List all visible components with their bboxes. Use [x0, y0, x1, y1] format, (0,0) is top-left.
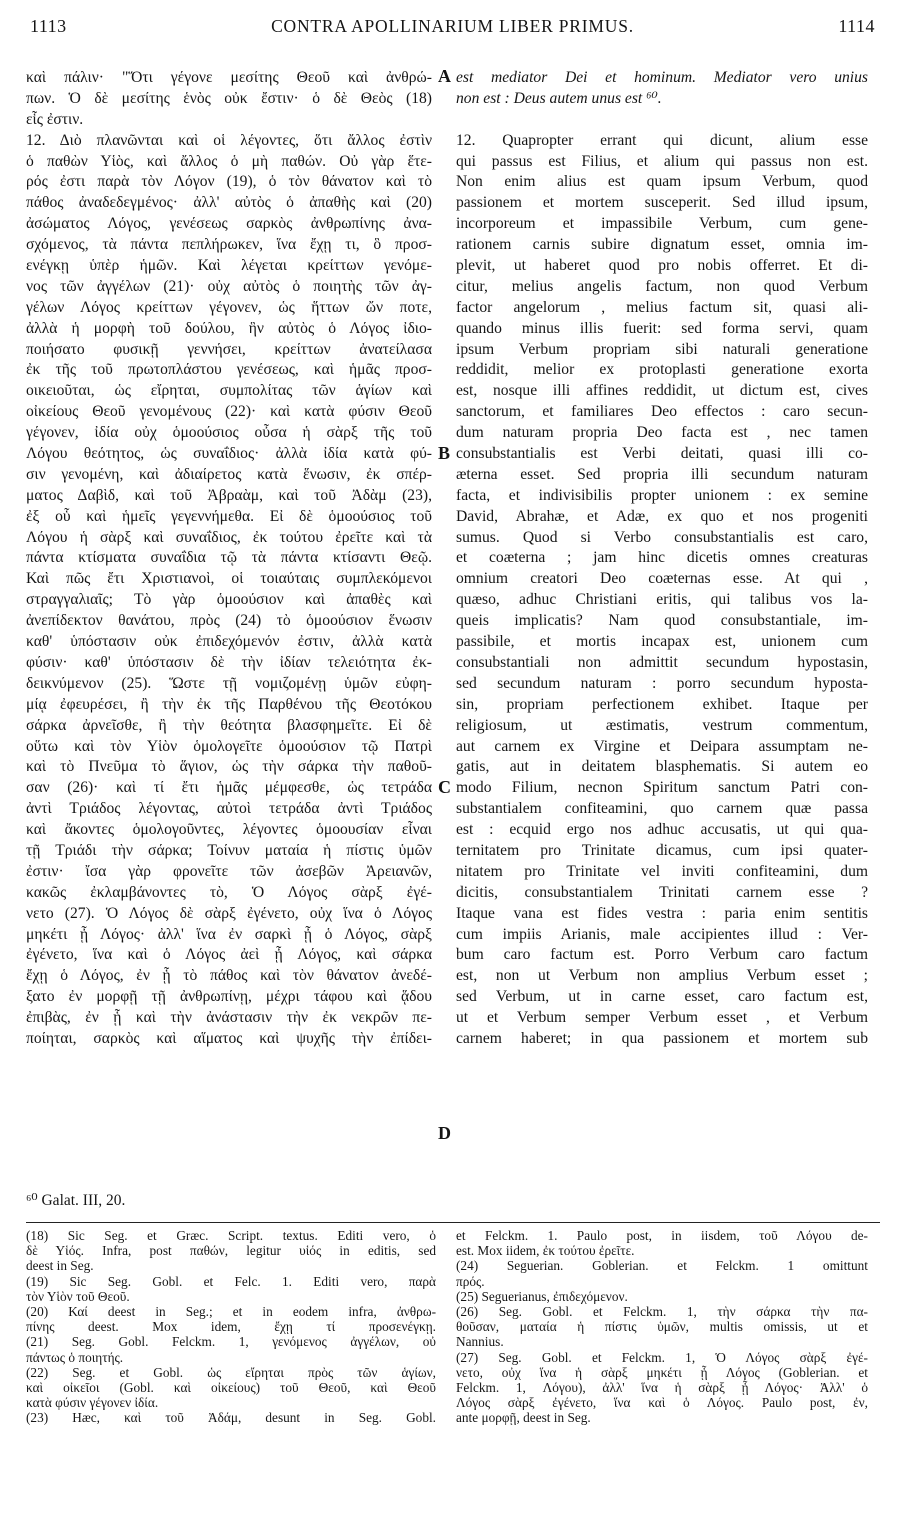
- greek-column: [26, 68, 432, 1050]
- greek-text-line: τῇ Τριάδι τὴν σάρκα; Τοίνυν ματαία ἡ πίστις ὑμῶν: [26, 841, 432, 859]
- critical-note-line: νετο, οὐχ ἵνα ἡ σὰρξ μηκέτι ᾖ Λόγος (Goblerian. et: [456, 1364, 868, 1380]
- greek-text-line: ἐστιν· ἴσα γὰρ φρονεῖτε τῶν ἀσεβῶν Ἀρειανῶν,: [26, 862, 432, 880]
- critical-note-line: (18) Sic Seg. et Græc. Script. textus. Editi vero, ὁ: [26, 1228, 436, 1243]
- greek-text-line: σαν (26)· καὶ τί ἔτι ἡμᾶς μέμφεσθε, ὡς τετράδα: [26, 779, 432, 797]
- latin-text-line: substantialem confiteamini, quo carnem quæ passa: [456, 800, 868, 818]
- greek-text-line: πων. Ὁ δὲ μεσίτης ἑνὸς οὐκ ἔστιν· ὁ δὲ Θεὸς (18): [26, 89, 432, 107]
- greek-text-line: οἰκείους Θεοῦ γενομένους (22)· καὶ κατὰ φύσιν Θεοῦ: [26, 403, 432, 421]
- latin-text-line: facta, et indivisibilis propter unionem : ex semine: [456, 486, 868, 504]
- greek-text-line: οικειοῦται, ὡς εἴρηται, συμπολίτας τῶν ἁγίων καὶ: [26, 382, 432, 400]
- critical-note-line: πίνης deest. Mox idem, ἔχῃ τί προσενέγκῃ.: [26, 1319, 436, 1335]
- critical-note-line: et Felckm. 1. Paulo post, in iisdem, τοῦ Λόγου de-: [456, 1228, 868, 1243]
- margin-marker-a: A: [438, 66, 451, 86]
- critical-note-line: (26) Seg. Gobl. et Felckm. 1, τὴν σάρκα τὴν πα-: [456, 1303, 868, 1319]
- left-page-number: 1113: [30, 16, 67, 36]
- margin-marker-b: B: [438, 443, 451, 463]
- latin-text-line: factor angelorum , melius factum sit, quasi ali-: [456, 298, 868, 316]
- latin-text-line: 12. Quapropter errant qui dicunt, alium esse: [456, 131, 868, 149]
- latin-text-line: plevit, ut haberet quod pro nobis offerret. Et di-: [456, 257, 868, 275]
- greek-text-line: ἐξ οὗ καὶ ἡμεῖς γεγεννήμεθα. Εἰ δὲ ὁμοούσιος τοῦ: [26, 507, 432, 525]
- latin-text-line: passionem et mortem susceperit. Sed illud ipsum,: [456, 194, 868, 212]
- greek-text-line: καὶ πάλιν· "Ὅτι γέγονε μεσίτης Θεοῦ καὶ ἀνθρώ-: [26, 69, 432, 86]
- greek-text-line: ἐκ τῆς τοῦ πρωτοπλάστου γενέσεως, καὶ ἡμᾶς προσ-: [26, 361, 432, 379]
- critical-note-line: (21) Seg. Gobl. Felckm. 1, γενόμενος ἀγγέλων, οὐ: [26, 1334, 436, 1350]
- latin-text-line: carnem haberet; in qua passionem et mortem sub: [456, 1029, 868, 1047]
- latin-text-line: nitatem pro Trinitate vel inviti confiteamini, dum: [456, 862, 868, 880]
- latin-text-line: omnium creatori Deo coæternas esse. At qui ,: [456, 570, 868, 588]
- latin-text-line: ipsum Verbum propriam sibi naturali generatione: [456, 340, 868, 358]
- latin-text-line: sanctorum, et familiares Deo effectos : caro secun-: [456, 403, 868, 421]
- latin-text-line: citur, melius angelis factum, non quod Verbum: [456, 277, 868, 295]
- latin-text-line: passibile, et mortis incapax est, unionem cum: [456, 633, 868, 651]
- latin-text-line: rationem carnis subire dignatum esset, omnia im-: [456, 236, 868, 254]
- critical-note-line: καὶ οἰκεῖοι (Gobl. καὶ οἰκείους) τοῦ Θεοῦ, καὶ Θεοῦ: [26, 1379, 436, 1395]
- critical-note-line: Nannius.: [456, 1334, 504, 1350]
- latin-text-line: ut et Verbum semper Verbum esset , et Verbum: [456, 1009, 868, 1027]
- margin-marker-c: C: [438, 777, 451, 797]
- greek-text-line: ρός ἐστι παρὰ τὸν Λόγον (19), ὁ τὸν θάνατον καὶ τὸ: [26, 173, 432, 191]
- greek-text-line: 12. Διὸ πλανῶνται καὶ οἱ λέγοντες, ὅτι ἄλλος ἐστὶν: [26, 131, 432, 149]
- greek-text-line: μίᾳ ἐφευρέσει, ἢ τὴν ἐκ τῆς Παρθένου τῆς Θεοτόκου: [26, 695, 432, 713]
- greek-text-line: μηκέτι ᾖ Λόγος· ἀλλ' ἵνα ἐν σαρκὶ ᾖ ὁ Λόγος, σὰρξ: [26, 925, 432, 943]
- latin-text-line: est mediator Dei et hominum. Mediator vero unius: [456, 69, 868, 86]
- latin-text-line: incorporeum et impassibile Verbum, cum gene-: [456, 215, 868, 233]
- latin-text-line: sed Verbum, ut in carne esset, caro factum est,: [456, 988, 868, 1006]
- greek-text-line: Λόγου θεότητος, ὡς συναΐδιος· ἀλλὰ ἰδία κατὰ φύ-: [26, 445, 432, 463]
- critical-notes-left: [26, 1228, 436, 1425]
- scripture-reference-note: ⁶⁰ Galat. III, 20.: [26, 1192, 126, 1209]
- greek-text-line: σιν γενομένη, καὶ ἀδιαίρετος κατὰ ἕνωσιν, ἐκ σπέρ-: [26, 465, 432, 483]
- latin-text-line: ternitatem pro Trinitate dicamus, cum ipsi quater-: [456, 841, 868, 859]
- latin-text-line: est, nosque illi affines reddidit, ut dictum est, cives: [456, 382, 868, 400]
- greek-text-line: γέγονεν, ἰδία οὐχ ὁμοούσιος οὖσα ἡ σὰρξ τῆς τοῦ: [26, 424, 432, 442]
- critical-note-line: deest in Seg.: [26, 1258, 94, 1274]
- latin-text-line: consubstantialis est Verbi deitati, quasi illi co-: [456, 445, 868, 463]
- latin-text-line: quando minus illis fuerit: sed forma servi, quam: [456, 319, 868, 337]
- latin-text-line: Non enim alius est quam ipsum Verbum, quod: [456, 173, 868, 191]
- latin-text-line: gatis, aut in deitatem blasphematis. Si autem eo: [456, 758, 868, 776]
- greek-text-line: σχόμενος, τὰ πάντα πεπλήρωκεν, ἵνα ἔχῃ τι, ὃ προσ-: [26, 236, 432, 254]
- latin-text-line: bum caro factum est. Porro Verbum caro factum: [456, 946, 868, 964]
- right-page-number: 1114: [838, 16, 875, 36]
- latin-text-line: sumus. Quod si Verbo consubstantialis est caro,: [456, 528, 868, 546]
- greek-text-line: ενέγκῃ ὑπὲρ ἡμῶν. Καὶ λέγεται κρείττων γενόμε-: [26, 257, 432, 275]
- greek-text-line: Καὶ πῶς ἔτι Χριστιανοὶ, οἱ τοιαύταις συμπλεκόμενοι: [26, 570, 432, 588]
- greek-text-line: ὁ παθὼν Υἱὸς, καὶ ἄλλος ὁ μὴ παθών. Οὐ γὰρ ἕτε-: [26, 152, 432, 170]
- latin-text-line: queis implicatis? Nam quod consubstantiale, im-: [456, 612, 868, 630]
- greek-text-line: καθ' ὑπόστασιν οὐκ ἐπιδεχόμενόν ἐστιν, ἀλλὰ κατὰ: [26, 633, 432, 651]
- latin-text-line: quæso, adhuc Christiani eritis, qui talibus vos la-: [456, 591, 868, 609]
- greek-text-line: ἐπιβὰς, ἐν ᾗ καὶ τὴν ἀνάστασιν τὴν ἐκ νεκρῶν πε-: [26, 1009, 432, 1027]
- latin-text-line: religiosum, ut æstimatis, vestrum commentum,: [456, 716, 868, 734]
- greek-text-line: καὶ τὸ Πνεῦμα τὸ ἅγιον, ὡς τὴν σάρκα τὴν παθοῦ-: [26, 758, 432, 776]
- greek-text-line: νετο (27). Ὁ Λόγος δὲ σὰρξ ἐγένετο, οὐχ ἵνα ὁ Λόγος: [26, 904, 432, 922]
- critical-note-line: Felckm. 1, Λόγου), ἀλλ' ἵνα ἡ σὰρξ ᾖ Λόγος· Ἀλλ' ὁ: [456, 1379, 868, 1395]
- greek-text-line: γέλων Λόγος κρείττων γέγονεν, ὡς ἥττων ὤν ποτε,: [26, 298, 432, 316]
- latin-text-line: [456, 110, 868, 131]
- critical-note-line: (25) Seguerianus, ἐπιδεχόμενον.: [456, 1288, 628, 1304]
- greek-text-line: ἀνεπίδεκτον θανάτου, πρὸς (24) τὸ ὁμοούσιον ἕνωσιν: [26, 612, 432, 630]
- running-title: CONTRA APOLLINARIUM LIBER PRIMUS.: [271, 16, 634, 36]
- latin-text-line: modo Filium, necnon Spiritum sanctum Patri con-: [456, 779, 868, 797]
- latin-text-line: æterna esset. Sed propria illi secundum naturam: [456, 465, 868, 483]
- latin-text-line: reddidit, melior ex protoplasti generatione exorta: [456, 361, 868, 379]
- greek-text-line: σάρκα ἀρνεῖσθε, ἢ τὴν θεότητα βλασφημεῖτε. Εἰ δὲ: [26, 716, 432, 734]
- latin-text-line: est : ecquid ergo nos adhuc accusatis, ut qui qua-: [456, 821, 868, 839]
- greek-text-line: δεικνύμενον (25). Ὥστε τῇ νομιζομένῃ ὑμῶν εὐφη-: [26, 674, 432, 692]
- critical-note-line: (19) Sic Seg. Gobl. et Felc. 1. Editi vero, παρὰ: [26, 1273, 436, 1289]
- critical-note-line: δὲ Υἱός. Infra, post παθών, legitur υἱός in editis, sed: [26, 1243, 436, 1259]
- latin-text-line: est, non ut Verbum non amplius Verbum esset ;: [456, 967, 868, 985]
- critical-note-line: τὸν Υἱὸν τοῦ Θεοῦ.: [26, 1288, 130, 1304]
- critical-note-line: κατὰ φύσιν γέγονεν ἰδία.: [26, 1395, 159, 1411]
- latin-text-line: cum impiis Arianis, male accipientes illud : Ver-: [456, 925, 868, 943]
- greek-text-line: καὶ ἄκοντες ὁμολογοῦντες, λέγοντες ὁμοουσίαν εἶναι: [26, 821, 432, 839]
- margin-marker-d: D: [438, 1123, 451, 1143]
- greek-text-line: Λόγου ἡ σὰρξ καὶ συναΐδιος, ἐκ τούτου ἐρεῖτε καὶ τὰ: [26, 528, 432, 546]
- greek-text-line: πάθος ἀναδεδεγμένος· ἀλλ' αὐτὸς ὁ ἀπαθὴς καὶ (20): [26, 194, 432, 212]
- latin-text-line: aut carnem ex Virgine et Deipara assumptam ne-: [456, 737, 868, 755]
- latin-text-line: non est : Deus autem unus est ⁶⁰.: [456, 89, 662, 107]
- latin-text-line: dum naturam propria Deo facta est , nec tamen: [456, 424, 868, 442]
- greek-text-line: ξατο ἐν μορφῇ τῇ ἀνθρωπίνῃ, μέχρι τάφου καὶ ᾅδου: [26, 988, 432, 1006]
- greek-text-line: ἔχῃ ὁ Λόγος, ἐν ᾗ τὸ πάθος καὶ τὸν θάνατον ἀνεδέ-: [26, 967, 432, 985]
- critical-note-line: θοῦσαν, ματαία ἡ πίστις ὑμῶν, multis omissis, ut et: [456, 1319, 868, 1335]
- critical-note-line: (20) Καί deest in Seg.; et in eodem infra, ἀνθρω-: [26, 1303, 436, 1319]
- greek-text-line: ἀσώματος Λόγος, γενέσεως σαρκὸς ἀνθρωπίνης ἀνα-: [26, 215, 432, 233]
- latin-text-line: dicitis, consubstantialem Trinitati carnem esse ?: [456, 883, 868, 901]
- greek-text-line: νος τῶν ἀγγέλων (21)· οὐχ αὐτὸς ὁ ποιητὴς τῶν ἀγ-: [26, 277, 432, 295]
- critical-notes-right: [456, 1228, 868, 1425]
- greek-text-line: ποίηται, σαρκὸς καὶ αἵματος καὶ ψυχῆς τὴν ἐπίδει-: [26, 1029, 432, 1047]
- latin-text-line: Itaque vana est fides vestra : paria enim sentitis: [456, 904, 868, 922]
- critical-note-line: πρός.: [456, 1273, 485, 1289]
- running-header: [30, 16, 875, 42]
- critical-note-line: Λόγος σὰρξ ἐγένετο, ἵνα καὶ ὁ Λόγος. Paulo post, ἐν,: [456, 1395, 868, 1411]
- latin-column: [456, 68, 868, 1050]
- latin-text-line: consubstantiali non admittit secundum hypostasin,: [456, 653, 868, 671]
- greek-text-line: ἀλλὰ ἡ μορφὴ τοῦ δούλου, ἣν αὐτὸς ὁ Λόγος ἰδιο-: [26, 319, 432, 337]
- greek-text-line: ἐγένετο, ἵνα καὶ ὁ Λόγος ἀεὶ ᾖ Λόγος, καὶ σάρκα: [26, 946, 432, 964]
- greek-text-line: κακῶς ἐκλαμβάνοντες τὸ, Ὁ Λόγος σὰρξ ἐγέ-: [26, 883, 432, 901]
- greek-text-line: πάντα κτίσματα συναΐδια τῷ τὰ πάντα κτίσαντι Θεῷ.: [26, 549, 432, 567]
- critical-note-line: ante μορφῇ, deest in Seg.: [456, 1410, 591, 1426]
- greek-text-line: φύσιν· καθ' ὑπόστασιν δὲ τὴν ἰδίαν τελειότητα ἐκ-: [26, 653, 432, 671]
- latin-text-line: sin, propriam perfectionem exhibet. Itaque per: [456, 695, 868, 713]
- critical-note-line: (22) Seg. et Gobl. ὡς εἴρηται πρὸς τῶν ἁγίων,: [26, 1364, 436, 1380]
- greek-text-line: ματος Δαβὶδ, καὶ τοῦ Ἀβραὰμ, καὶ τοῦ Ἀδὰμ (23),: [26, 486, 432, 504]
- footnote-rule: [26, 1222, 880, 1223]
- critical-note-line: (23) Hæc, καὶ τοῦ Ἀδάμ, desunt in Seg. Gobl.: [26, 1410, 436, 1426]
- critical-note-line: πάντως ὁ ποιητής.: [26, 1349, 124, 1365]
- greek-text-line: ἀντὶ Τριάδος λέγοντας, αὐτοὶ τετράδα ἀντὶ Τριάδος: [26, 800, 432, 818]
- greek-text-line: στραγγαλιαῖς; Τὸ γὰρ ὁμοούσιον καὶ ἀπαθὲς καὶ: [26, 591, 432, 609]
- greek-text-line: οὕτω καὶ τὸν Υἱὸν ὁμολογεῖτε ὁμοούσιον τῷ Πατρὶ: [26, 737, 432, 755]
- latin-text-line: et coæterna ; jam hinc dicetis omnes creaturas: [456, 549, 868, 567]
- critical-note-line: (24) Seguerian. Goblerian. et Felckm. 1 omittunt: [456, 1258, 868, 1274]
- latin-text-line: qui passus est Filius, et alium qui passus non est.: [456, 152, 868, 170]
- latin-text-line: sed secundum naturam : porro secundum hyposta-: [456, 674, 868, 692]
- latin-text-line: David, Abrahæ, et Adæ, ex quo et nos progeniti: [456, 507, 868, 525]
- greek-text-line: ποιήσατο φυσικῇ γεννήσει, κρείττων ἀνατείλασα: [26, 340, 432, 358]
- critical-note-line: (27) Seg. Gobl. et Felckm. 1, Ὁ Λόγος σὰρξ ἐγέ-: [456, 1349, 868, 1365]
- critical-note-line: est. Mox iidem, ἐκ τούτου ἐρεῖτε.: [456, 1243, 635, 1259]
- greek-text-line: εἷς ἐστιν.: [26, 110, 84, 128]
